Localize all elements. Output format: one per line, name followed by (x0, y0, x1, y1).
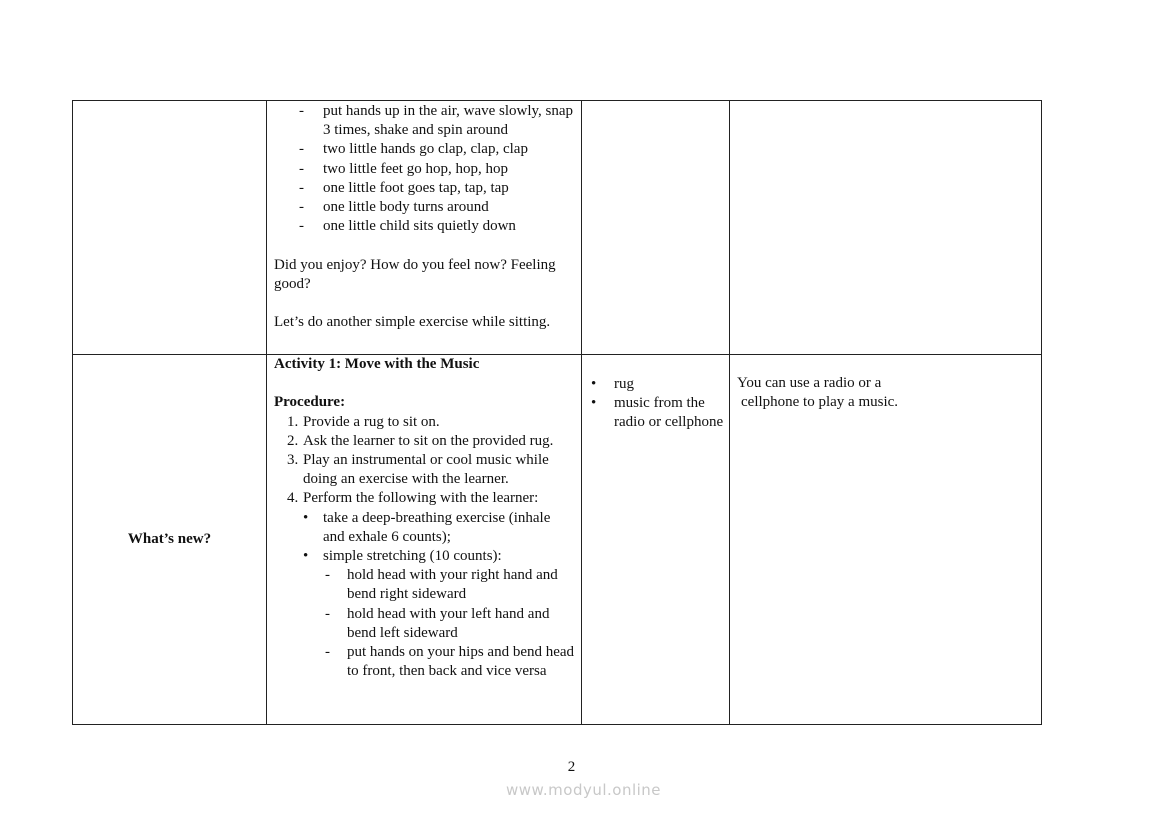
list-item: - hold head with your left hand and bend left sideward (323, 605, 575, 643)
materials-cell (582, 101, 730, 355)
list-item: - put hands on your hips and bend head to front, then back and vice versa (323, 643, 575, 681)
note-line: You can use a radio or a (737, 375, 882, 391)
step-text: Perform the following with the learner: (303, 490, 539, 507)
list-item (303, 547, 575, 681)
page-number: 2 (567, 759, 576, 775)
section-label-cell (73, 101, 267, 355)
watermark: www.modyul.online (505, 781, 662, 799)
procedure-steps (274, 413, 575, 682)
list-item: - two little feet go hop, hop, hop (274, 160, 575, 179)
list-item (302, 489, 575, 681)
list-item: • take a deep-breathing exercise (inhale and exhale 6 counts); (303, 509, 575, 547)
list-item: - one little child sits quietly down (274, 217, 575, 236)
list-item: - one little foot goes tap, tap, tap (274, 179, 575, 198)
notes-cell (730, 101, 1042, 355)
list-item: - two little hands go clap, clap, clap (274, 140, 575, 159)
table-row (73, 101, 1042, 355)
next-exercise-text: Let’s do another simple exercise while sitting. (274, 314, 551, 331)
materials-cell (582, 355, 730, 725)
list-item: 3. Play an instrumental or cool music while doing an exercise with the learner. (302, 451, 575, 489)
table-row (73, 355, 1042, 725)
lesson-plan-table (72, 100, 1042, 725)
list-item: - one little body turns around (274, 198, 575, 217)
procedure-heading: Procedure: (274, 394, 346, 411)
notes-cell (730, 355, 1042, 725)
procedure-cell (267, 101, 582, 355)
reflection-question: Did you enjoy? How do you feel now? Feeling good? (274, 256, 556, 292)
movement-list (274, 102, 575, 236)
activity-title: Activity 1: Move with the Music (274, 356, 480, 372)
exercise-list (303, 509, 575, 682)
materials-list (588, 375, 729, 433)
stretching-label: simple stretching (10 counts): (323, 548, 502, 565)
list-item: • music from the radio or cellphone (588, 394, 729, 432)
note-line: cellphone to play a music. (741, 394, 899, 411)
list-item: 1. Provide a rug to sit on. (302, 413, 575, 432)
section-label-cell: What’s new? (73, 355, 267, 725)
list-item: 2. Ask the learner to sit on the provided rug. (302, 432, 575, 451)
procedure-cell (267, 355, 582, 725)
list-item: - hold head with your right hand and bend right sideward (323, 566, 575, 604)
list-item: - put hands up in the air, wave slowly, snap 3 times, shake and spin around (274, 102, 575, 140)
list-item: • rug (588, 375, 729, 394)
stretch-list (323, 566, 575, 681)
